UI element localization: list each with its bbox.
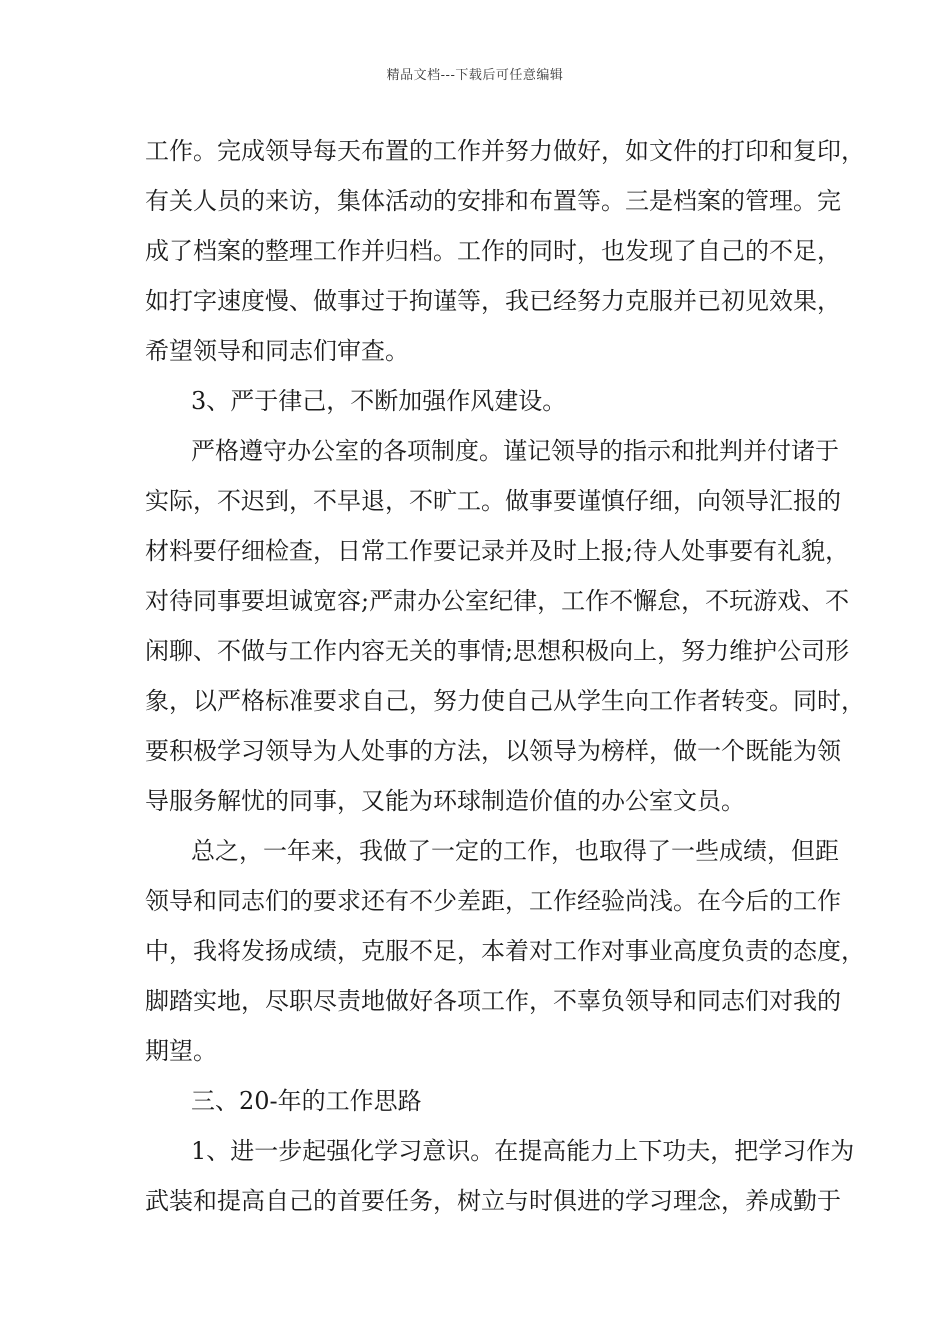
text-line: 总之，一年来，我做了一定的工作，也取得了一些成绩，但距 (191, 837, 839, 865)
text-line: 如打字速度慢、做事过于拘谨等，我已经努力克服并已初见效果， (145, 287, 841, 315)
text-line: 三、20-年的工作思路 (191, 1087, 422, 1115)
text-line: 中，我将发扬成绩，克服不足，本着对工作对事业高度负责的态度， (145, 937, 865, 965)
text-line: 武装和提高自己的首要任务，树立与时俱进的学习理念，养成勤于 (145, 1187, 841, 1215)
text-line: 期望。 (145, 1037, 217, 1065)
text-line: 领导和同志们的要求还有不少差距，工作经验尚浅。在今后的工作 (145, 887, 841, 915)
text-line: 成了档案的整理工作并归档。工作的同时，也发现了自己的不足， (145, 237, 841, 265)
page-header: 精品文档---下载后可任意编辑 (386, 68, 564, 83)
text-line: 对待同事要坦诚宽容;严肃办公室纪律，工作不懈怠，不玩游戏、不 (145, 587, 850, 615)
text-line: 材料要仔细检查，日常工作要记录并及时上报;待人处事要有礼貌， (145, 537, 850, 565)
text-line: 1、进一步起强化学习意识。在提高能力上下功夫，把学习作为 (191, 1137, 855, 1165)
text-line: 严格遵守办公室的各项制度。谨记领导的指示和批判并付诸于 (191, 437, 839, 465)
document-body (145, 126, 865, 1226)
text-line: 脚踏实地，尽职尽责地做好各项工作，不辜负领导和同志们对我的 (145, 987, 841, 1015)
text-line: 导服务解忧的同事，又能为环球制造价值的办公室文员。 (145, 787, 745, 815)
text-line: 闲聊、不做与工作内容无关的事情;思想积极向上，努力维护公司形 (145, 637, 850, 665)
text-line: 实际，不迟到，不早退，不旷工。做事要谨慎仔细，向领导汇报的 (145, 487, 841, 515)
text-line: 3、严于律己，不断加强作风建设。 (191, 387, 567, 415)
text-line: 有关人员的来访，集体活动的安排和布置等。三是档案的管理。完 (145, 187, 841, 215)
text-line: 要积极学习领导为人处事的方法，以领导为榜样，做一个既能为领 (145, 737, 841, 765)
text-line: 象，以严格标准要求自己，努力使自己从学生向工作者转变。同时， (145, 687, 865, 715)
text-line: 工作。完成领导每天布置的工作并努力做好，如文件的打印和复印， (145, 137, 865, 165)
text-line: 希望领导和同志们审查。 (145, 337, 409, 365)
